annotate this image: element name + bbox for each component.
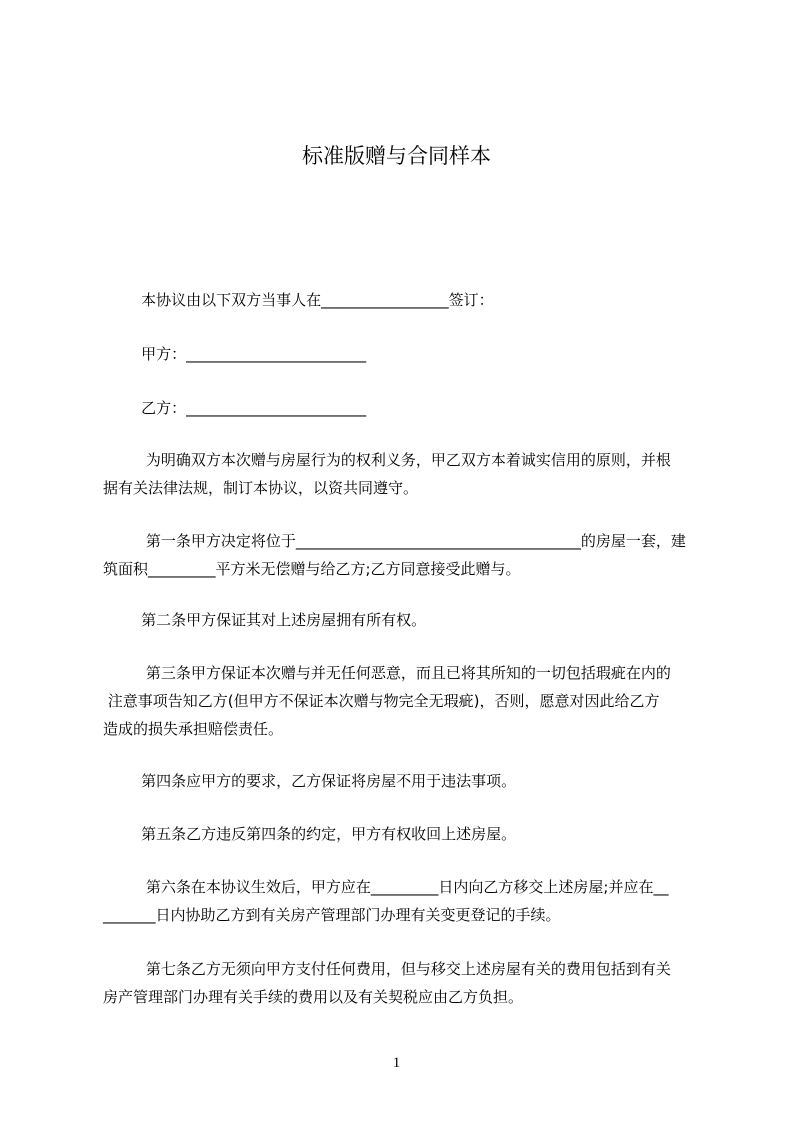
paragraph-line: 房产管理部门办理有关手续的费用以及有关契税应由乙方负担。 — [103, 988, 524, 1006]
paragraph-line: 第四条应甲方的要求，乙方保证将房屋不用于违法事项。 — [103, 772, 517, 790]
paragraph-signing-place — [103, 286, 701, 314]
paragraph-line: 第五条乙方违反第四条的约定，甲方有权收回上述房屋。 — [103, 825, 517, 843]
paragraph-article-5 — [103, 820, 701, 848]
paragraph-line: 第三条甲方保证本次赠与并无任何恶意，而且已将其所知的一切包括瑕疵在内的 — [103, 664, 671, 682]
paragraph-article-2 — [103, 606, 701, 634]
paragraph-line: 第六条在本协议生效后，甲方应在_________日内向乙方移交上述房屋;并应在__ — [103, 878, 669, 896]
paragraph-party-a — [103, 340, 701, 368]
paragraph-line: 本协议由以下双方当事人在_________________签订： — [103, 291, 494, 309]
paragraph-article-4 — [103, 767, 701, 795]
paragraph-preamble — [103, 446, 701, 502]
paragraph-line: _______日内协助乙方到有关房产管理部门办理有关变更登记的手续。 — [103, 906, 561, 924]
paragraph-article-7 — [103, 955, 701, 1011]
paragraph-article-3 — [103, 659, 701, 743]
paragraph-line: 为明确双方本次赠与房屋行为的权利义务，甲乙双方本着诚实信用的原则，并根 — [103, 451, 671, 469]
paragraph-article-1 — [103, 527, 701, 583]
paragraph-line: 第一条甲方决定将位于______________________________________的房屋一套，建 — [103, 532, 686, 550]
paragraph-line: 第二条甲方保证其对上述房屋拥有所有权。 — [103, 611, 427, 629]
paragraph-article-6 — [103, 873, 701, 929]
paragraph-line: 乙方：________________________ — [103, 399, 367, 417]
paragraph-line: 筑面积_________平方米无偿赠与给乙方;乙方同意接受此赠与。 — [103, 560, 521, 578]
paragraph-line: 注意事项告知乙方(但甲方不保证本次赠与物完全无瑕疵)，否则，愿意对因此给乙方 — [103, 692, 660, 710]
paragraph-line: 造成的损失承担赔偿责任。 — [103, 720, 284, 738]
paragraph-line: 第七条乙方无须向甲方支付任何费用，但与移交上述房屋有关的费用包括到有关 — [103, 960, 671, 978]
paragraph-party-b — [103, 394, 701, 422]
paragraph-line: 甲方：________________________ — [103, 345, 367, 363]
document-title: 标准版赠与合同样本 — [302, 144, 491, 168]
page-number: 1 — [392, 1055, 401, 1071]
paragraph-line: 据有关法律法规，制订本协议，以资共同遵守。 — [103, 479, 419, 497]
